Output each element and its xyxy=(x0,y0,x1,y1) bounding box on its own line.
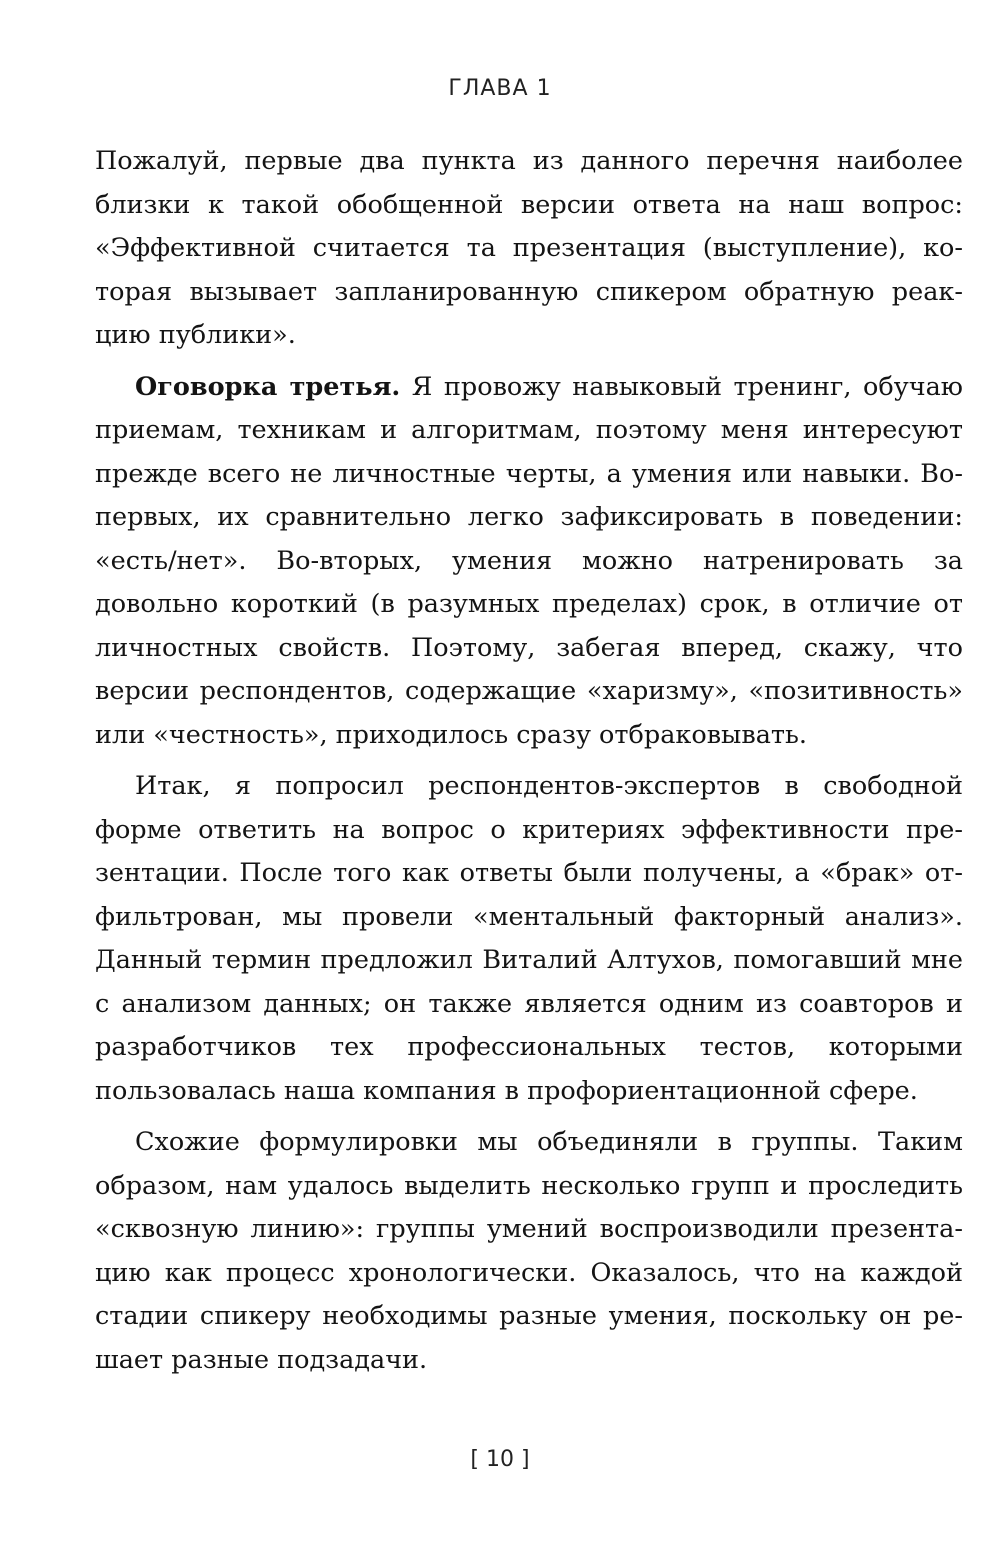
paragraph-2-text: Я провожу навыковый тренинг, обучаю приемам, техникам и алгоритмам, поэтому меня интересуют прежде всего не личностные черты, а умения или навыки. Во-первых, их сравнительно легко зафиксировать в поведении: «есть/нет». Во-вторых, умения можно натренировать за довольно короткий (в разумных пределах) срок, в отличие от личностных свойств. Поэтому, забегая вперед, скажу, что версии респондентов, содержащие «харизму», «позитивность» или «честность», приходилось сразу отбраковывать. xyxy=(95,371,963,750)
paragraph-2-lead: Оговорка третья. xyxy=(135,371,401,402)
paragraph-1-text: Пожалуй, первые два пункта из данного перечня наиболее близки к такой обобщенной версии ответа на наш вопрос: «Эффективной считается та презентация (выступление), которая вызывает запланированную спикером обратную реакцию публики». xyxy=(95,146,963,350)
running-head: ГЛАВА 1 xyxy=(448,76,552,101)
paragraph-2 xyxy=(95,366,963,758)
paragraph-4-text: Схожие формулировки мы объединяли в группы. Таким образом, нам удалось выделить несколько групп и проследить «сквозную линию»: группы умений воспроизводили презентацию как процесс хронологически. Оказалось, что на каждой стадии спикеру необходимы разные умения, поскольку он решает разные подзадачи. xyxy=(95,1127,963,1375)
body-text xyxy=(95,140,963,1390)
paragraph-3-text: Итак, я попросил респондентов-экспертов в свободной форме ответить на вопрос о критериях эффективности презентации. После того как ответы были получены, а «брак» отфильтрован, мы провели «ментальный факторный анализ». Данный термин предложил Виталий Алтухов, помогавший мне с анализом данных; он также является одним из соавторов и разработчиков тех профессиональных тестов, которыми пользовалась наша компания в профориентационной сфере. xyxy=(95,771,963,1106)
paragraph-4 xyxy=(95,1121,963,1382)
paragraph-3 xyxy=(95,765,963,1113)
paragraph-1 xyxy=(95,140,963,358)
page-number: [ 10 ] xyxy=(470,1447,530,1472)
